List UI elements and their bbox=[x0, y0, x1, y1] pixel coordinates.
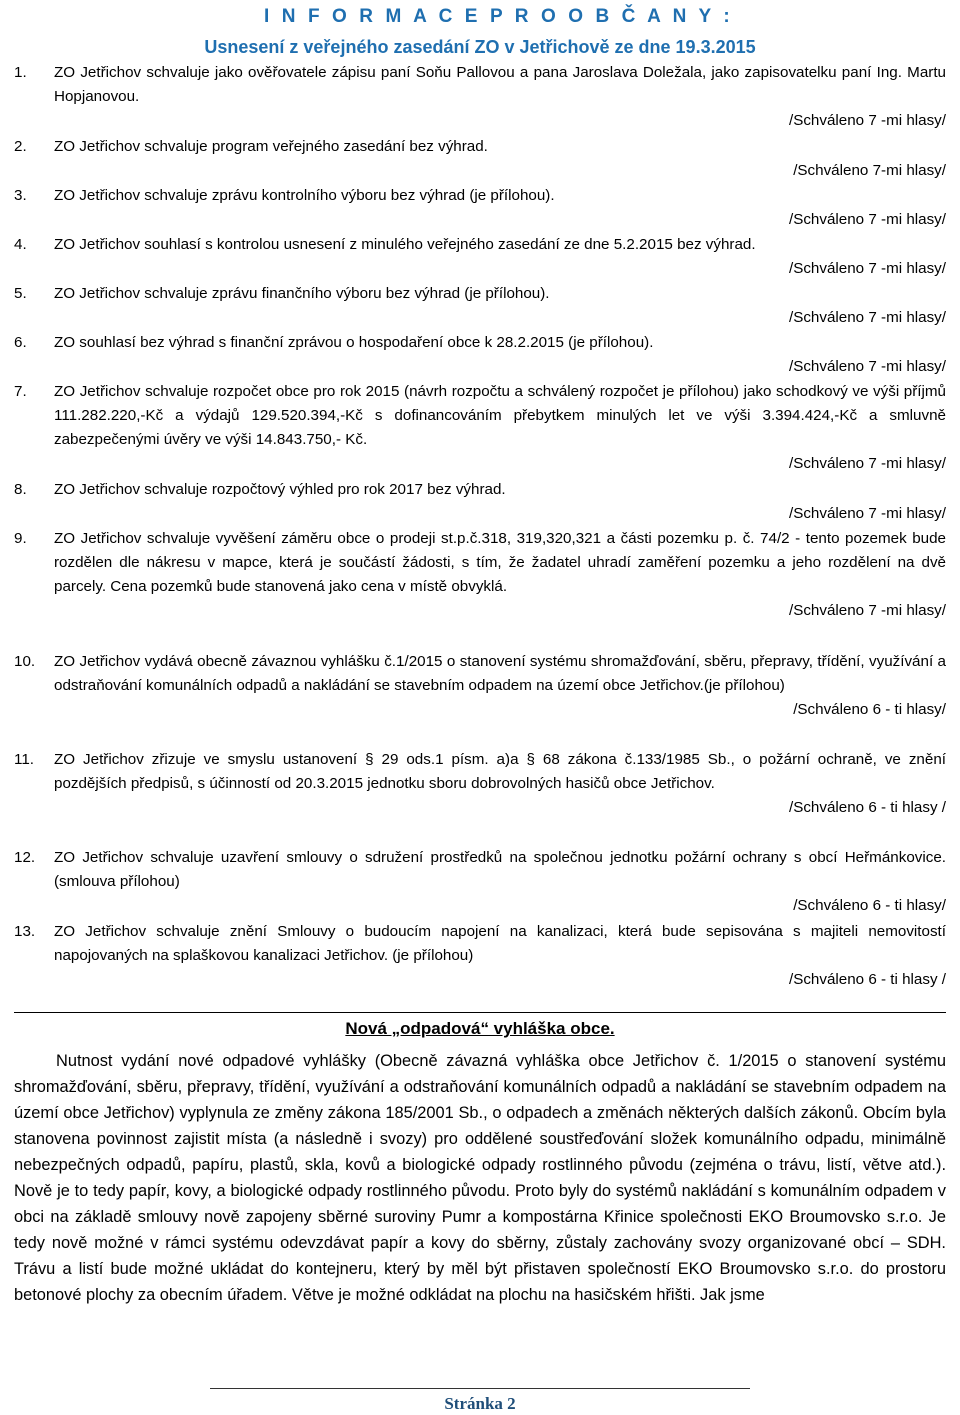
vote-result: /Schváleno 6 - ti hlasy/ bbox=[793, 897, 946, 914]
vote-result: /Schváleno 7 -mi hlasy/ bbox=[788, 358, 946, 375]
vote-result: /Schváleno 7 -mi hlasy/ bbox=[788, 505, 946, 522]
resolution-number: 5. bbox=[14, 285, 27, 302]
vote-result: /Schváleno 6 - ti hlasy/ bbox=[793, 701, 946, 718]
resolution-number: 13. bbox=[14, 923, 36, 940]
resolution-number: 4. bbox=[14, 236, 27, 253]
resolution-number: 1. bbox=[14, 64, 27, 81]
resolution-text: ZO Jetřichov schvaluje znění Smlouvy o budoucím napojení na kanalizaci, která bude sepisována s majiteli nemovitostí napojovaných na splaškovou kanalizaci Jetřichov. (je přílohou) bbox=[54, 923, 946, 964]
resolution-item bbox=[14, 650, 946, 722]
resolution-item bbox=[14, 920, 946, 992]
resolution-item bbox=[14, 846, 946, 918]
resolution-item bbox=[14, 527, 946, 623]
footer-divider bbox=[210, 1388, 750, 1389]
resolution-item bbox=[14, 282, 946, 330]
resolution-text: ZO Jetřichov schvaluje jako ověřovatele zápisu paní Soňu Pallovou a pana Jaroslava Doležala, jako zapisovatelku paní Ing. Martu Hopjanovou. bbox=[54, 64, 946, 105]
vote-result: /Schváleno 7 -mi hlasy/ bbox=[788, 602, 946, 619]
resolution-text: ZO Jetřichov schvaluje program veřejného zasedání bez výhrad. bbox=[54, 138, 488, 155]
resolution-text: ZO Jetřichov schvaluje vyvěšení záměru obce o prodeji st.p.č.318, 319,320,321 a části pozemku p. č. 74/2 - tento pozemek bude rozdělen dle nákresu v mapce, která je součástí žádosti, s tím, že žadatel uhradí zaměření pozemku a jeho rozdělení na dvě parcely. Cena pozemků bude stanovená jako cena v místě obvyklá. bbox=[54, 530, 946, 595]
resolution-number: 12. bbox=[14, 849, 36, 866]
vote-result: /Schváleno 6 - ti hlasy / bbox=[788, 799, 946, 816]
resolution-item bbox=[14, 478, 946, 526]
vote-result: /Schváleno 7 -mi hlasy/ bbox=[788, 455, 946, 472]
vote-result: /Schváleno 7-mi hlasy/ bbox=[793, 162, 946, 179]
resolution-number: 2. bbox=[14, 138, 27, 155]
vote-result: /Schváleno 7 -mi hlasy/ bbox=[788, 260, 946, 277]
resolution-text: ZO Jetřichov schvaluje zprávu finančního výboru bez výhrad (je přílohou). bbox=[54, 285, 550, 302]
resolution-text: ZO Jetřichov schvaluje zprávu kontrolního výboru bez výhrad (je přílohou). bbox=[54, 187, 555, 204]
resolution-text: ZO Jetřichov souhlasí s kontrolou usnesení z minulého veřejného zasedání ze dne 5.2.2015 bez výhrad. bbox=[54, 236, 756, 253]
resolution-item bbox=[14, 184, 946, 232]
resolution-number: 8. bbox=[14, 481, 27, 498]
section-title: Nová „odpadová“ vyhláška obce. bbox=[345, 1019, 615, 1038]
resolution-number: 10. bbox=[14, 653, 36, 670]
resolution-item bbox=[14, 135, 946, 183]
vote-result: /Schváleno 7 -mi hlasy/ bbox=[788, 211, 946, 228]
resolution-text: ZO Jetřichov schvaluje uzavření smlouvy o sdružení prostředků na společnou jednotku požární ochrany s obcí Heřmánkovice. (smlouva přílohou) bbox=[54, 849, 946, 890]
resolution-text: ZO Jetřichov zřizuje ve smyslu ustanovení § 29 ods.1 písm. a)a § 68 zákona č.133/1985 Sb., o požární ochraně, ve znění pozdějších předpisů, s účinností od 20.3.2015 jednotku sboru dobrovolných hasičů obce Jetřichov. bbox=[54, 751, 946, 792]
vote-result: /Schváleno 6 - ti hlasy / bbox=[788, 971, 946, 988]
resolution-item bbox=[14, 748, 946, 820]
resolution-text: ZO Jetřichov schvaluje rozpočet obce pro rok 2015 (návrh rozpočtu a schválený rozpočet je přílohou) jako schodkový ve výši příjmů 111.282.220,-Kč a výdajů 129.520.394,-Kč s dofinancováním přebytkem minulých let ve výši 3.394.424,-Kč a smluvně zabezpečenými úvěry ve výši 14.843.750,- Kč. bbox=[54, 383, 946, 448]
resolution-number: 7. bbox=[14, 383, 27, 400]
resolution-number: 9. bbox=[14, 530, 27, 547]
resolution-item bbox=[14, 233, 946, 281]
header-subtitle: Usnesení z veřejného zasedání ZO v Jetřichově ze dne 19.3.2015 bbox=[204, 37, 756, 57]
resolution-item bbox=[14, 380, 946, 476]
resolution-number: 3. bbox=[14, 187, 27, 204]
vote-result: /Schváleno 7 -mi hlasy/ bbox=[788, 112, 946, 129]
resolution-item bbox=[14, 61, 946, 133]
page-number: Stránka 2 bbox=[444, 1394, 516, 1413]
resolution-text: ZO souhlasí bez výhrad s finanční zprávou o hospodaření obce k 28.2.2015 (je přílohou). bbox=[54, 334, 654, 351]
section-divider bbox=[14, 1012, 946, 1013]
vote-result: /Schváleno 7 -mi hlasy/ bbox=[788, 309, 946, 326]
resolution-number: 11. bbox=[14, 751, 34, 768]
resolution-text: ZO Jetřichov vydává obecně závaznou vyhlášku č.1/2015 o stanovení systému shromažďování, sběru, přepravy, třídění, využívání a odstraňování komunálních odpadů a nakládání se stavebním odpadem na území obce Jetřichov.(je přílohou) bbox=[54, 653, 946, 694]
resolution-item bbox=[14, 331, 946, 379]
resolution-text: ZO Jetřichov schvaluje rozpočtový výhled pro rok 2017 bez výhrad. bbox=[54, 481, 506, 498]
section-body: Nutnost vydání nové odpadové vyhlášky (Obecně závazná vyhláška obce Jetřichov č. 1/2015 o stanovení systému shromažďování, sběru, přepravy, třídění, využívání a odstraňování komunálních odpadů a nakládání se stavebním odpadem na území obce Jetřichov) vyplynula ze změny zákona 185/2001 Sb., o odpadech a změnách některých dalších zákonů. Obcím byla stanovena povinnost zajistit místa (a následně i svozy) pro oddělené soustřeďování složek komunálního odpadu, minimálně nebezpečných odpadů, papíru, plastů, skla, kovů a biologické odpady rostlinného původu (zejména o trávu, listí, větve atd.). Nově je to tedy papír, kovy, a biologické odpady rostlinného původu. Proto byly do systémů nakládání s komunálním odpadem v obci na základě smlouvy nově zapojeny sběrné suroviny Pumr a kompostárna Křinice společnosti EKO Broumovsko s.r.o. Je tedy nově možné v rámci systému odevzdávat papír a kovy do sběrny, zůstaly zachovány svozy organizované obcí – SDH. Trávu a listí bude možné ukládat do kontejneru, který by měl být přistaven společností EKO Broumovsko s.r.o. do prostoru betonové plochy za obecním úřadem. Větve je možné odkládat na plochu na hasičském hřišti. Jak jsme bbox=[14, 1052, 946, 1304]
resolution-number: 6. bbox=[14, 334, 27, 351]
header-title: I N F O R M A C E P R O O B Č A N Y : bbox=[264, 6, 734, 27]
